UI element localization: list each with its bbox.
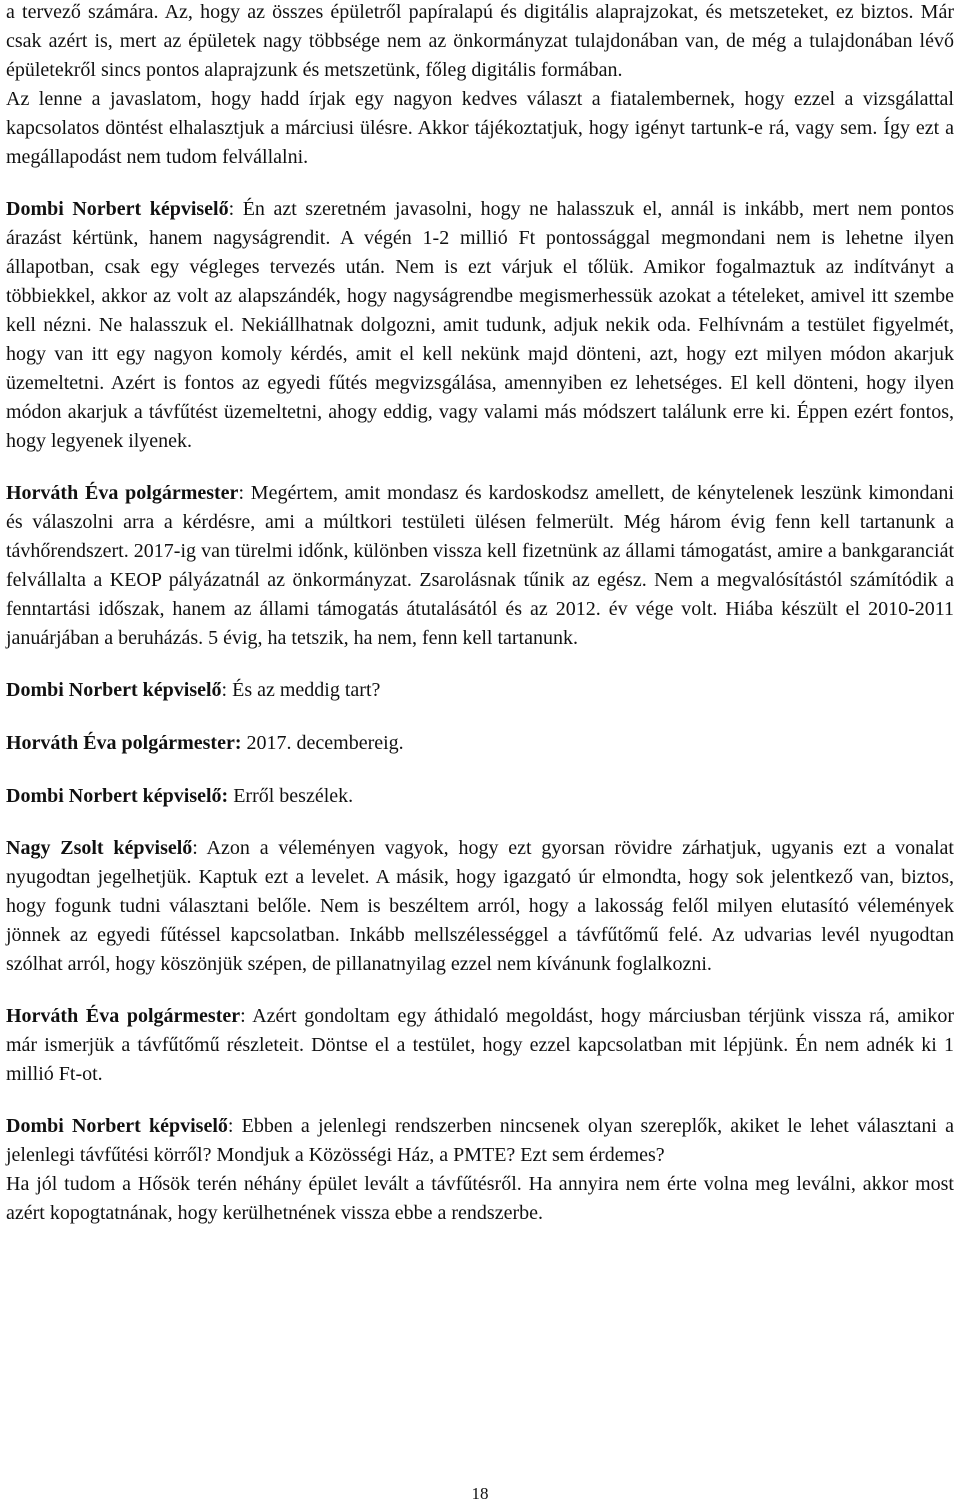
paragraph-horvath-1 xyxy=(6,479,954,653)
paragraph-proposal xyxy=(6,85,954,172)
page-number: 18 xyxy=(471,1484,489,1503)
paragraph-text: Az lenne a javaslatom, hogy hadd írjak egy nagyon kedves választ a fiatalembernek, hogy ezzel a vizsgálattal kapcsolatos döntést elhalasztjuk a márciusi ülésre. Akkor tájékoztatjuk, hogy igényt tartunk-e rá, vagy sem. Így ezt a megállapodást nem tudom felvállalni. xyxy=(6,88,954,168)
paragraph-nagy-1 xyxy=(6,834,954,979)
paragraph-dombi-4 xyxy=(6,1112,954,1170)
paragraph-text: Ha jól tudom a Hősök terén néhány épület levált a távfűtésről. Ha annyira nem érte volna meg leválni, akkor most azért kopogtatnának, hogy kerülhetnének vissza ebbe a rendszerbe. xyxy=(6,1173,954,1224)
speaker-name: Nagy Zsolt képviselő xyxy=(6,837,193,859)
speaker-name: Dombi Norbert képviselő xyxy=(6,198,229,220)
speaker-name: Dombi Norbert képviselő: xyxy=(6,785,229,807)
document-page xyxy=(6,0,954,1228)
speaker-name: Horváth Éva polgármester xyxy=(6,482,239,504)
paragraph-horvath-2 xyxy=(6,729,954,758)
paragraph-dombi-4-continued xyxy=(6,1170,954,1228)
paragraph-text: És az meddig tart? xyxy=(227,679,381,701)
paragraph-text: Erről beszélek. xyxy=(228,785,354,807)
speaker-name: Dombi Norbert képviselő xyxy=(6,679,222,701)
speaker-colon: : xyxy=(238,482,245,504)
paragraph-dombi-3 xyxy=(6,782,954,811)
speaker-colon: : xyxy=(221,679,228,701)
paragraph-text: Ebben a jelenlegi rendszerben nincsenek olyan szereplők, akiket le lehet választani a jelenlegi távfűtési körről? Mondjuk a Közösségi Ház, a PMTE? Ezt sem érdemes? xyxy=(6,1115,954,1166)
speaker-colon: : xyxy=(240,1005,246,1027)
paragraph-text: a tervező számára. Az, hogy az összes épületről papíralapú és digitális alaprajzokat, és metszeteket, ez biztos. Már csak azért is, mert az épületek nagy többsége nem az önkormányzat tulajdonában van, de még a tulajdonában lévő épületekről sincs pontos alaprajzunk és metszetünk, főleg digitális formában. xyxy=(6,1,954,81)
speaker-name: Horváth Éva polgármester xyxy=(6,1005,241,1027)
paragraph-text: 2017. decembereig. xyxy=(241,732,404,754)
speaker-colon: : xyxy=(228,198,235,220)
paragraph-dombi-2 xyxy=(6,676,954,705)
paragraph-text: Én azt szeretném javasolni, hogy ne halasszuk el, annál is inkább, mert nem pontos árazást kértünk, hanem nagyságrendit. A végén 1-2 millió Ft pontossággal megmondani nem is lehetne ilyen állapotban, csak egy végleges tervezés után. Nem is ezt várjuk el tőlük. Amikor fogalmaztuk az indítványt a többiekkel, akkor az volt az alapszándék, hogy nagyságrendbe megismerhessük azokat a tételeket, amivel itt szembe kell nézni. Ne halasszuk el. Nekiállhatnak dolgozni, amit tudunk, adjuk nekik oda. Felhívnám a testület figyelmét, hogy van itt egy nagyon komoly kérdés, amit el kell nekünk majd dönteni, azt, hogy ezt milyen módon akarjuk üzemeltetni. Azért is fontos az egyedi fűtés megvizsgálása, amennyiben ez lehetséges. El kell dönteni, hogy ilyen módon akarjuk a távfűtést üzemeltetni, ahogy eddig, vagy valami más módszert találunk erre ki. Éppen ezért fontos, hogy legyenek ilyenek. xyxy=(6,198,954,452)
paragraph-text: Azon a véleményen vagyok, hogy ezt gyorsan rövidre zárhatjuk, ugyanis ezt a vonalat nyugodtan jegelhetjük. Kaptuk ezt a levelet. A másik, hogy igazgató úr elmondta, hogy sok jelentkező van, biztos, hogy fogunk tudni választani belőle. Nem is beszéltem arról, hogy a lakosság felől milyen elutasító vélemények jönnek az egyedi fűtéssel kapcsolatban. Inkább mellszélességgel a távfűtőmű felé. Az udvarias levél nyugodtan szólhat arról, hogy köszönjük szépen, de pillanatnyilag ezzel nem kívánunk foglalkozni. xyxy=(6,837,954,975)
speaker-colon: : xyxy=(227,1115,234,1137)
speaker-colon: : xyxy=(192,837,198,859)
paragraph-text: Azért gondoltam egy áthidaló megoldást, hogy márciusban térjünk vissza rá, amikor már ismerjük a távfűtőmű részleteit. Döntse el a testület, hogy ezzel kapcsolatban mit lépjünk. Én nem adnék ki 1 millió Ft-ot. xyxy=(6,1005,954,1085)
speaker-name: Dombi Norbert képviselő xyxy=(6,1115,228,1137)
paragraph-dombi-1 xyxy=(6,195,954,456)
speaker-name: Horváth Éva polgármester: xyxy=(6,732,242,754)
paragraph-continuation xyxy=(6,0,954,85)
paragraph-horvath-3 xyxy=(6,1002,954,1089)
paragraph-text: Megértem, amit mondasz és kardoskodsz amellett, de kénytelenek leszünk kimondani és válaszolni arra a kérdésre, ami a múltkori testületi ülésen felmerült. Még három évig fenn kell tartanunk a távhőrendszert. 2017-ig van türelmi időnk, különben vissza kell fizetnünk az állami támogatást, amire a bankgaranciát felvállalta a KEOP pályázatnál az önkormányzat. Zsarolásnak tűnik az egész. Nem a megvalósítástól számítódik a fenntartási időszak, hanem az állami támogatás átutalásától és az 2012. év vége volt. Hiába készült el 2010-2011 januárjában a beruházás. 5 évig, ha tetszik, ha nem, fenn kell tartanunk. xyxy=(6,482,954,649)
